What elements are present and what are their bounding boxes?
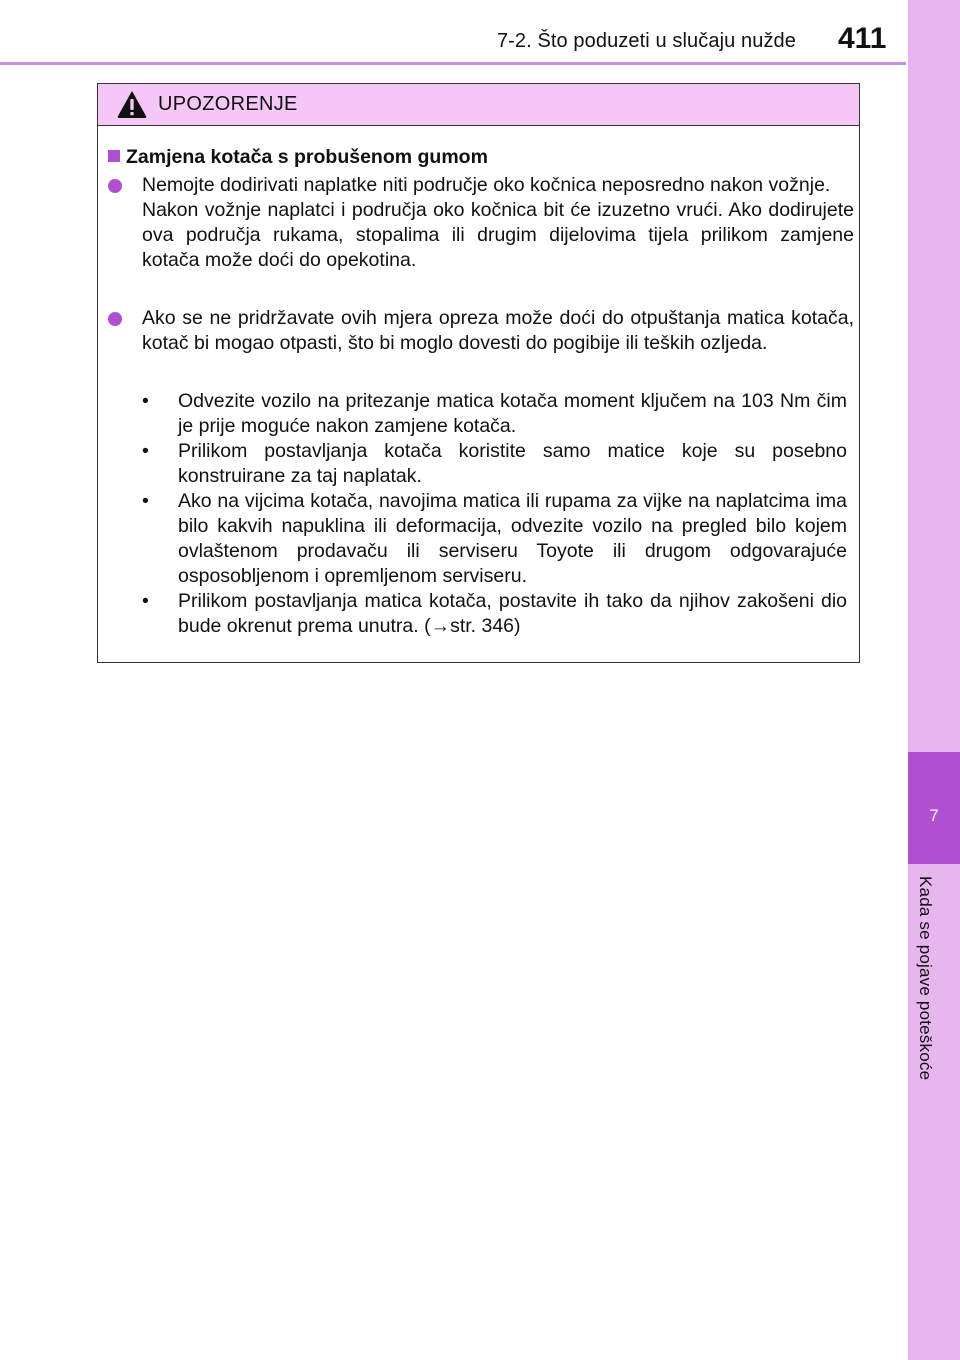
sub-list-item: • Odvezite vozilo na pritezanje matica kotača moment ključem na 103 Nm čim je prije moguće nakon zamjene kotača. (142, 390, 847, 437)
warning-box (97, 83, 860, 663)
list-item (108, 173, 854, 273)
sub-list-item: • Prilikom postavljanja matica kotača, postavite ih tako da njihov zakošeni dio bude okrenut prema unutra. (→str. 346) (142, 590, 847, 637)
sub-list-item: • Ako na vijcima kotača, navojima matica ili rupama za vijke na naplatcima ima bilo kakvih napuklina ili deformacija, odvezite vozilo na pregled bilo kojem ovlaštenom prodavaču ili serviseru Toyote ili drugom odgovarajuće osposobljenom i opremljenom serviseru. (142, 490, 847, 587)
circle-bullet-icon (108, 179, 122, 193)
chapter-title: Kada se pojave poteškoće (916, 876, 935, 1081)
side-bar (908, 0, 960, 1360)
page-number: 411 (838, 22, 887, 55)
paragraph: Nakon vožnje naplatci i područja oko kočnica bit će izuzetno vrući. Ako dodirujete ova područja rukama, stopalima ili drugim dijelovima tijela prilikom zamjene kotača može doći do opekotina. (142, 199, 854, 271)
bullet-dot-icon: • (142, 440, 149, 462)
paragraph: Nemojte dodirivati naplatke niti područje oko kočnica neposredno nakon vožnje. (142, 174, 831, 196)
warning-triangle-icon (116, 89, 148, 119)
sub-list-item: • Prilikom postavljanja kotača koristite samo matice koje su posebno konstruirane za taj naplatak. (142, 440, 847, 487)
section-title: 7-2. Što poduzeti u slučaju nužde (496, 30, 796, 52)
page-header (0, 0, 906, 66)
list-item-text (142, 306, 854, 356)
bullet-dot-icon: • (142, 490, 149, 512)
circle-bullet-icon (108, 312, 122, 326)
warning-label: UPOZORENJE (158, 93, 298, 115)
sub-list (142, 389, 847, 639)
bullet-dot-icon: • (142, 590, 149, 612)
list-item (108, 306, 854, 356)
list-item-text (142, 173, 854, 273)
square-bullet-icon (108, 150, 120, 162)
chapter-number: 7 (929, 806, 939, 825)
warning-heading-text: Zamjena kotača s probušenom gumom (126, 146, 488, 168)
paragraph: Ako se ne pridržavate ovih mjera opreza može doći do otpuštanja matica kotača, kotač bi mogao otpasti, što bi moglo dovesti do pogibije ili teških ozljeda. (142, 307, 854, 354)
bullet-dot-icon: • (142, 390, 149, 412)
header-rule (0, 62, 906, 65)
warning-header (98, 84, 859, 126)
warning-heading (108, 145, 488, 170)
